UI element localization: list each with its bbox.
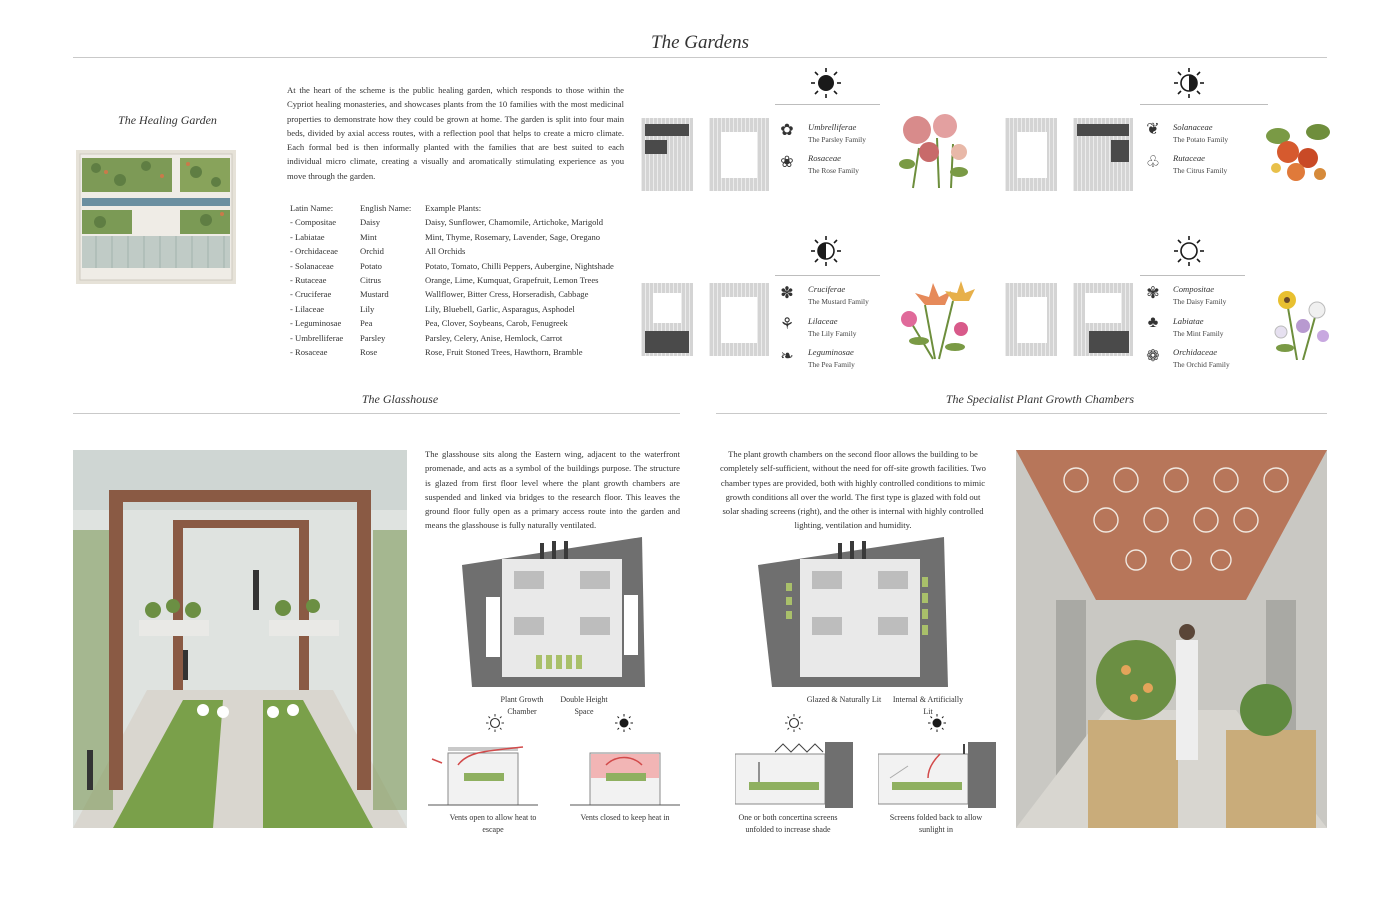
growth-chamber-render: [1016, 450, 1327, 828]
example-plants: Pea, Clover, Soybeans, Carob, Fenugreek: [425, 318, 568, 329]
mint-icon: ♣: [1147, 314, 1159, 331]
half-sun-icon: [1174, 68, 1204, 98]
english-name: Potato: [360, 260, 382, 271]
table-row: [290, 347, 614, 361]
chambers-divider: [716, 413, 1327, 414]
glasshouse-render: [73, 450, 407, 828]
example-plants: Potato, Tomato, Chilli Peppers, Aubergine, Nightshade: [425, 260, 614, 271]
family-english: The Pea Family: [808, 360, 855, 369]
table-row: [290, 289, 614, 303]
healing-garden-paragraph: At the heart of the scheme is the public healing garden, which responds to those within the Cypriot healing monasteries, and showcases plants from the 10 families with the most medicinal properties to demonstrate how they could be grown at home. The garden is split into four main beds, divided by axial access routes, with a reflection pool that helps to create a micro climate. Each formal bed is then informally planted with the families that are best suited to each individual micro climate, creating a visually and aromatically stimulating experience as you move through the garden.: [287, 85, 624, 181]
sun-outline-icon-chamber: [785, 714, 803, 732]
table-row: [290, 261, 614, 275]
parsley-icon: ✿: [780, 122, 794, 139]
plant-families-table: [290, 203, 614, 361]
title-divider: [73, 57, 1327, 58]
family-english: The Mint Family: [1173, 329, 1224, 338]
pea-icon: ❧: [780, 348, 794, 365]
flower-illustration-3: [895, 275, 977, 360]
example-plants: Orange, Lime, Kumquat, Grapefruit, Lemon Trees: [425, 274, 599, 285]
table-row: [290, 318, 614, 332]
family-english: The Daisy Family: [1173, 297, 1227, 306]
latin-name: - Cruciferae: [290, 289, 332, 300]
flower-illustration-2: [1258, 112, 1338, 192]
family-latin: Umbrelliferae: [808, 122, 857, 132]
vents-open-caption: Vents open to allow heat to escape: [449, 813, 537, 834]
internal-lit-label: Internal & Artificially Lit: [892, 695, 964, 716]
bed-2-divider: [1140, 104, 1268, 105]
healing-garden-plan: [76, 150, 236, 284]
table-row: [290, 333, 614, 347]
screens-folded-diagram: [878, 742, 996, 808]
example-plants: All Orchids: [425, 246, 466, 257]
example-plants: Daisy, Sunflower, Chamomile, Artichoke, Marigold: [425, 217, 604, 228]
vents-closed-diagram: [570, 745, 680, 810]
lily-icon: ⚘: [779, 316, 795, 333]
glazed-lit-label: Glazed & Naturally Lit: [806, 695, 882, 704]
example-plants: Wallflower, Bitter Cress, Horseradish, Cabbage: [425, 289, 589, 300]
glasshouse-title: The Glasshouse: [361, 392, 439, 406]
bed-1-divider: [775, 104, 880, 105]
page-title: The Gardens: [651, 32, 749, 53]
mustard-icon: ✽: [780, 285, 794, 302]
sun-filled-icon-right: [615, 714, 633, 732]
family-latin: Orchidaceae: [1173, 347, 1218, 357]
sun-outline-icon-left: [486, 714, 504, 732]
full-sun-icon: [811, 68, 841, 98]
example-plants: Parsley, Celery, Anise, Hemlock, Carrot: [425, 332, 563, 343]
table-row: [290, 275, 614, 289]
glasshouse-divider: [73, 413, 680, 414]
outline-sun-icon: [1174, 236, 1204, 266]
family-english: The Potato Family: [1173, 135, 1229, 144]
family-latin: Solanaceae: [1173, 122, 1213, 132]
english-name: Lily: [360, 303, 375, 314]
family-english: The Citrus Family: [1173, 166, 1228, 175]
healing-garden-title: The Healing Garden: [118, 113, 217, 127]
plant-growth-chamber-label: Plant Growth Chamber: [500, 695, 544, 716]
screens-unfolded-caption: One or both concertina screens unfolded to increase shade: [738, 813, 838, 834]
example-plants: Mint, Thyme, Rosemary, Lavender, Sage, Oregano: [425, 231, 601, 242]
orchid-icon: ❁: [1146, 348, 1160, 365]
flower-illustration-1: [893, 108, 973, 190]
family-latin: Rosaceae: [808, 153, 841, 163]
english-name: Mustard: [360, 289, 389, 300]
bed-plan-4: [1005, 283, 1133, 356]
latin-name: - Solanaceae: [290, 260, 334, 271]
citrus-icon: ♧: [1145, 154, 1161, 171]
english-name: Pea: [360, 318, 373, 329]
family-latin: Labiatae: [1173, 316, 1204, 326]
header-examples: Example Plants:: [425, 203, 482, 213]
bed-plan-3: [641, 283, 769, 356]
english-name: Daisy: [360, 217, 381, 228]
table-header-row: [290, 203, 614, 217]
glasshouse-plan: [462, 537, 645, 687]
table-row: [290, 217, 614, 231]
latin-name: - Umbrelliferae: [290, 332, 344, 343]
glasshouse-paragraph: The glasshouse sits along the Eastern wing, adjacent to the waterfront promenade, and acts as a symbol of the buildings purpose. The structure is glazed from first floor level where the plant growth chambers are suspended and linked via bridges to the research floor. This leaves the ground floor fully open as a primary access route into the garden and means the glasshouse is fully naturally ventilated.: [425, 449, 680, 531]
family-latin: Compositae: [1173, 284, 1215, 294]
family-english: The Parsley Family: [808, 135, 866, 144]
english-name: Orchid: [360, 246, 384, 257]
family-latin: Cruciferae: [808, 284, 846, 294]
vents-open-diagram: [428, 745, 538, 810]
latin-name: - Rutaceae: [290, 274, 327, 285]
rose-icon: ❀: [780, 154, 794, 171]
example-plants: Lily, Bluebell, Garlic, Asparagus, Asphodel: [425, 303, 575, 314]
chambers-title: The Specialist Plant Growth Chambers: [945, 392, 1135, 406]
latin-name: - Rosaceae: [290, 346, 328, 357]
double-height-label: Double Height Space: [560, 695, 608, 716]
sun-filled-icon-chamber: [928, 714, 946, 732]
table-row: [290, 232, 614, 246]
half-sun-icon: [811, 236, 841, 266]
english-name: Mint: [360, 231, 377, 242]
latin-name: - Lilaceae: [290, 303, 325, 314]
family-latin: Leguminosae: [808, 347, 854, 357]
latin-name: - Orchidaceae: [290, 246, 338, 257]
table-row: [290, 304, 614, 318]
english-name: Citrus: [360, 274, 382, 285]
english-name: Rose: [360, 346, 378, 357]
screens-folded-caption: Screens folded back to allow sunlight in: [889, 813, 983, 834]
family-english: The Mustard Family: [808, 297, 869, 306]
screens-unfolded-diagram: [735, 742, 853, 808]
bed-4-divider: [1140, 275, 1245, 276]
flower-illustration-4: [1263, 282, 1338, 360]
header-english: English Name:: [360, 203, 412, 213]
english-name: Parsley: [360, 332, 386, 343]
chambers-paragraph: The plant growth chambers on the second floor allows the building to be completely self-sufficient, without the need for off-site growth facilities. Two chamber types are provided, both with highly controlled conditions to mimic growth conditions all over the world. The first type is glazed with fold out solar shading screens (right), and the other is internal with highly controlled lighting, ventilation and humidity.: [720, 449, 986, 531]
bed-plan-2: [1005, 118, 1133, 191]
family-latin: Lilaceae: [808, 316, 838, 326]
latin-name: - Labiatae: [290, 231, 325, 242]
latin-name: - Compositae: [290, 217, 337, 228]
potato-icon: ❦: [1146, 121, 1160, 138]
example-plants: Rose, Fruit Stoned Trees, Hawthorn, Bramble: [425, 346, 583, 357]
bed-plan-1: [641, 118, 769, 191]
chambers-plan: [758, 537, 948, 687]
family-latin: Rutaceae: [1173, 153, 1205, 163]
daisy-icon: ✾: [1146, 285, 1160, 302]
family-english: The Orchid Family: [1173, 360, 1230, 369]
header-latin: Latin Name:: [290, 203, 334, 213]
family-english: The Lily Family: [808, 329, 857, 338]
table-row: [290, 246, 614, 260]
bed-3-divider: [775, 275, 880, 276]
latin-name: - Leguminosae: [290, 318, 342, 329]
vents-closed-caption: Vents closed to keep heat in: [580, 813, 670, 822]
family-english: The Rose Family: [808, 166, 859, 175]
